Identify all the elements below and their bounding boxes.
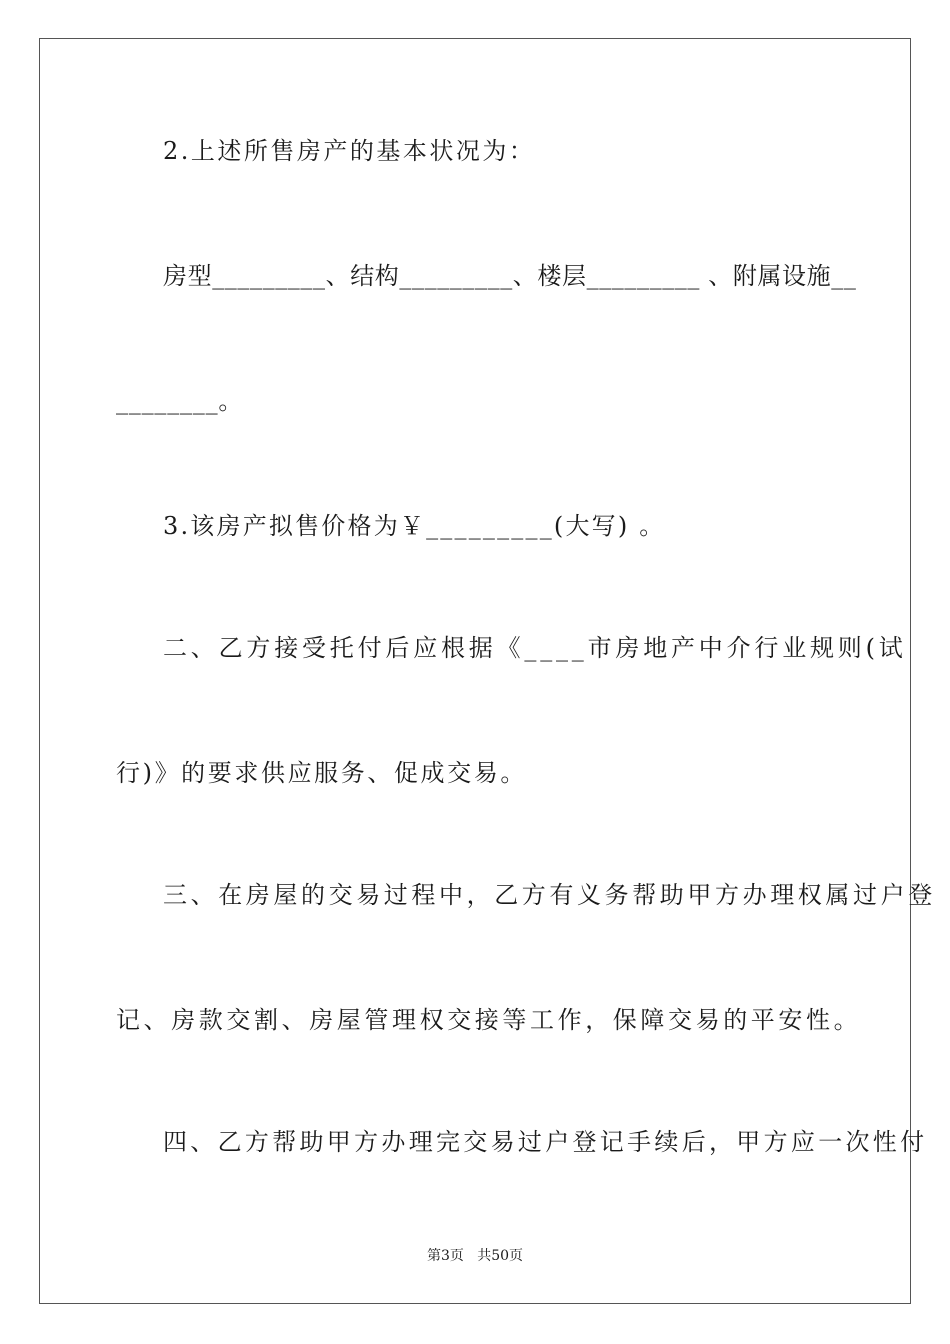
clause-2-details-line: 房型_________、结构_________、楼层_________ 、附属设施__ (163, 262, 857, 290)
section-4-paragraph-line-1: 四、乙方帮助甲方办理完交易过户登记手续后，甲方应一次性付 (163, 1128, 928, 1156)
section-2-paragraph-line-1: 二、乙方接受托付后应根据《____市房地产中介行业规则(试 (163, 634, 907, 662)
section-3-paragraph-line-1: 三、在房屋的交易过程中，乙方有义务帮助甲方办理权属过户登 (163, 881, 936, 909)
page-border (39, 38, 911, 1304)
clause-2-details-continuation: ________。 (116, 387, 244, 415)
page-number-footer: 第3页 共50页 (426, 1248, 524, 1264)
clause-2-heading: 2.上述所售房产的基本状况为： (163, 137, 536, 165)
clause-3-price: 3.该房产拟售价格为￥_________(大写) 。 (163, 512, 666, 540)
section-2-paragraph-line-2: 行)》的要求供应服务、促成交易。 (116, 759, 527, 787)
section-3-paragraph-line-2: 记、房款交割、房屋管理权交接等工作，保障交易的平安性。 (116, 1006, 862, 1034)
